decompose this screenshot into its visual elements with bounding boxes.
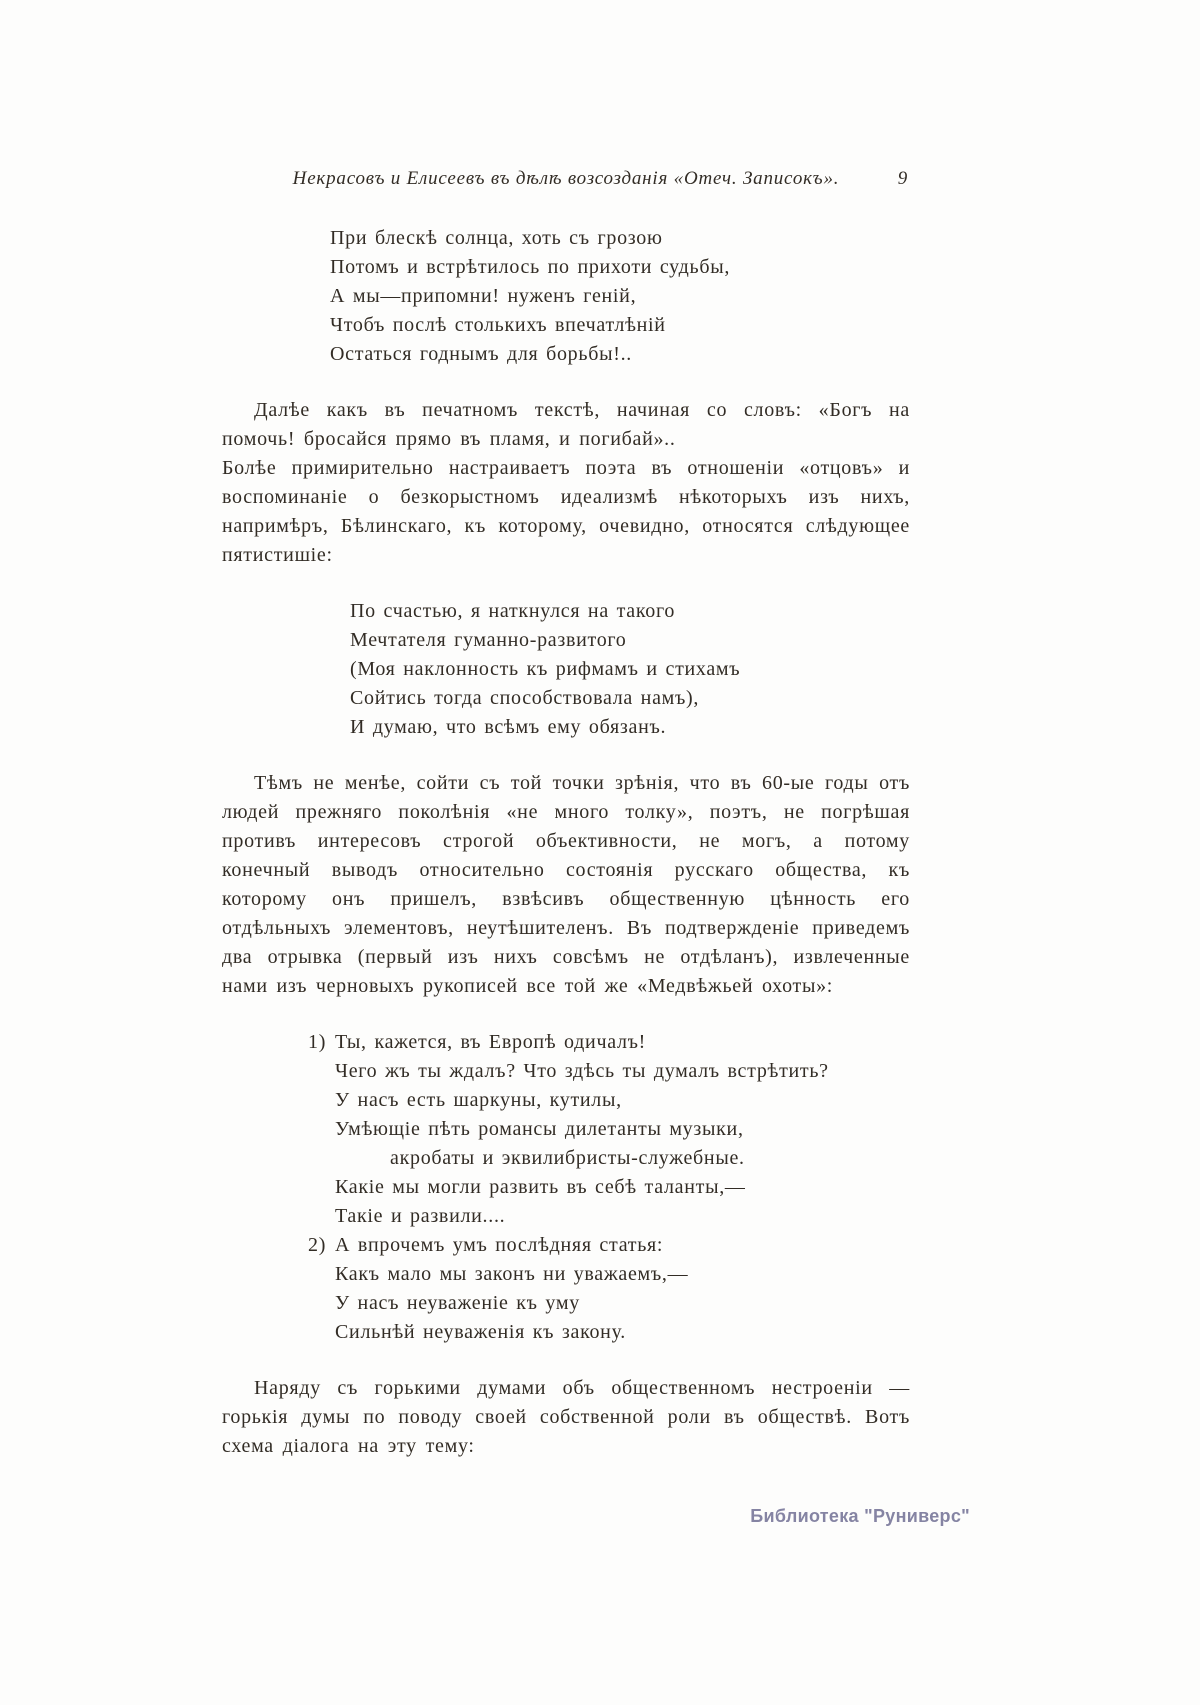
verse-number: 1) (308, 1031, 327, 1053)
verse-text: акробаты и эквилибристы-служебные. (390, 1147, 745, 1169)
verse-line (308, 1028, 910, 1057)
paragraph: Наряду съ горькими думами объ общественномъ нестроеніи —горькія думы по поводу своей собственной роли въ обществѣ. Вотъ схема діалога на эту тему: (222, 1377, 910, 1457)
verse-text: Ты, кажется, въ Европѣ одичалъ! (335, 1031, 647, 1053)
running-header-title: Некрасовъ и Елисеевъ въ дѣлѣ возсозданія «Отеч. Записокъ». (292, 168, 840, 189)
paragraph: Болѣе примирительно настраиваетъ поэта въ отношеніи «отцовъ» и воспоминаніе о безкорыстномъ идеализмѣ нѣкоторыхъ изъ нихъ, напримѣръ, Бѣлинскаго, къ которому, очевидно, относятся слѣдующее пятистишіе: (222, 457, 910, 566)
verse-line: По счастью, я наткнулся на такого (350, 600, 676, 622)
verse-line (308, 1144, 910, 1173)
verse-line (308, 1260, 910, 1289)
page-content (222, 224, 910, 1461)
paragraph: Далѣе какъ въ печатномъ текстѣ, начиная со словъ: «Богъ на помочь! бросайся прямо въ пламя, и погибай».. (222, 399, 910, 450)
verse-number (308, 1260, 335, 1289)
verse-text: А впрочемъ умъ послѣдняя статья: (335, 1234, 664, 1256)
verse-number (308, 1057, 335, 1086)
verse-line: Мечтателя гуманно-развитого (350, 629, 627, 651)
verse-block (350, 597, 910, 742)
verse-text: У насъ неуваженіе къ уму (335, 1292, 580, 1314)
verse-text: Такіе и развили.... (335, 1205, 506, 1227)
verse-text: Сильнѣй неуваженія къ закону. (335, 1321, 626, 1343)
text-column (222, 168, 910, 1461)
numbered-verse-block (222, 1028, 910, 1347)
verse-line (308, 1318, 910, 1347)
verse-line (308, 1289, 910, 1318)
verse-line (308, 1086, 910, 1115)
verse-line (308, 1231, 910, 1260)
verse-line: А мы—припомни! нуженъ геній, (330, 285, 637, 307)
verse-line: Остаться годнымъ для борьбы!.. (330, 343, 632, 365)
verse-line: При блескѣ солнца, хоть съ грозою (330, 227, 663, 249)
verse-text: Умѣющіе пѣть романсы дилетанты музыки, (335, 1118, 744, 1140)
verse-number (308, 1144, 335, 1173)
paragraph: Тѣмъ не менѣе, сойти съ той точки зрѣнія, что въ 60-ые годы отъ людей прежняго поколѣнія «не много толку», поэтъ, не погрѣшая противъ интересовъ строгой объективности, не могъ, а потому конечный выводъ относительно состоянія русскаго общества, къ которому онъ пришелъ, взвѣсивъ общественную цѣнность его отдѣльныхъ элементовъ, неутѣшителенъ. Въ подтвержденіе приведемъ два отрывка (первый изъ нихъ совсѣмъ не отдѣланъ), извлеченные нами изъ черновыхъ рукописей все той же «Медвѣжьей охоты»: (222, 772, 910, 997)
verse-number (308, 1289, 335, 1318)
verse-number (308, 1202, 335, 1231)
running-header (222, 168, 910, 190)
verse-text: У насъ есть шаркуны, кутилы, (335, 1089, 622, 1111)
verse-block (330, 224, 910, 369)
verse-line (308, 1202, 910, 1231)
verse-line: Потомъ и встрѣтилось по прихоти судьбы, (330, 256, 731, 278)
verse-number: 2) (308, 1234, 327, 1256)
verse-text: Чего жъ ты ждалъ? Что здѣсь ты думалъ встрѣтить? (335, 1060, 829, 1082)
verse-line: Чтобъ послѣ столькихъ впечатлѣній (330, 314, 666, 336)
verse-text: Какъ мало мы законъ ни уважаемъ,— (335, 1263, 689, 1285)
verse-number (308, 1173, 335, 1202)
verse-number (308, 1115, 335, 1144)
page-number: 9 (897, 168, 908, 189)
verse-line (308, 1057, 910, 1086)
library-watermark: Библиотека "Руниверс" (750, 1506, 970, 1526)
verse-line: (Моя наклонность къ рифмамъ и стихамъ (350, 658, 741, 680)
verse-line (308, 1173, 910, 1202)
verse-number (308, 1318, 335, 1347)
verse-text: Какіе мы могли развить въ себѣ таланты,— (335, 1176, 746, 1198)
verse-line: И думаю, что всѣмъ ему обязанъ. (350, 716, 667, 738)
verse-line: Сойтись тогда способствовала намъ), (350, 687, 700, 709)
verse-number (308, 1086, 335, 1115)
verse-line (308, 1115, 910, 1144)
